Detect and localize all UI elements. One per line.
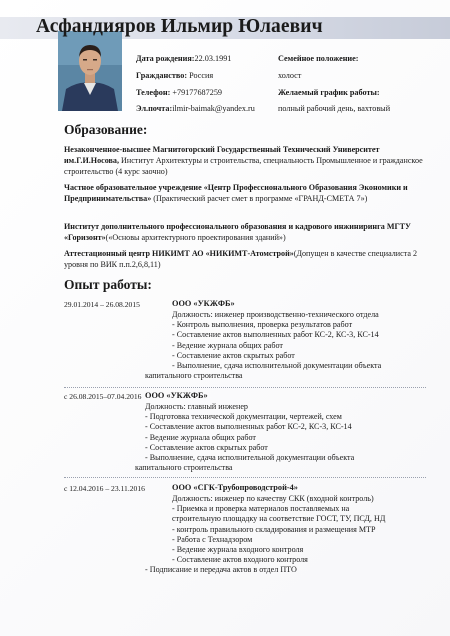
job-duty: строительную площадку на соответствие ГОСТ, ТУ, ПСД, НД [172, 514, 386, 524]
birth-date-value: 22.03.1991 [194, 54, 232, 63]
job-duty: - Контроль выполнения, проверка результатов работ [172, 320, 353, 330]
job-duty: - Работа с Технадзором [172, 534, 253, 544]
citizenship-row [136, 71, 213, 80]
job-company: ООО «УКЖФБ» [172, 299, 235, 308]
family-status-row [278, 54, 359, 63]
job-period: с 26.08.2015–07.04.2016 [64, 392, 142, 401]
job-duty: - Ведение журнала общих работ [145, 432, 256, 442]
job-duty: - Подписание и передача актов в отдел ПТО [145, 565, 297, 575]
education-item [64, 144, 426, 178]
job-duty: - Составление актов выполненных работ КС-2, КС-3, КС-14 [145, 422, 352, 432]
email-row [136, 104, 255, 113]
schedule-row [278, 88, 380, 97]
citizenship-label: Гражданство: [136, 71, 188, 80]
schedule-value-row [278, 104, 390, 113]
education-item-institution: Институт дополнительного профессионального образования и кадрового инжиниринга МГТУ «Горизонт» [64, 222, 411, 243]
job-duty: - контроль правильного складирования и размещения МТР [172, 524, 376, 534]
family-status-label: Семейное положение: [278, 54, 359, 63]
email-label: Эл.почта: [136, 104, 173, 113]
job-company: ООО «УКЖФБ» [145, 391, 208, 400]
job-position: Должность: главный инженер [145, 402, 248, 411]
job-duty: - Ведение журнала входного контроля [172, 545, 304, 555]
divider [64, 387, 426, 388]
experience-heading: Опыт работы: [64, 277, 152, 292]
candidate-name: Асфандияров Ильмир Юлаевич [36, 16, 323, 37]
job-duty: - Составление актов скрытых работ [145, 442, 268, 452]
job-duty: капитального строительства [135, 463, 233, 473]
phone-row [136, 88, 222, 97]
phone-label: Телефон: [136, 88, 171, 97]
education-item-details: (Практический расчет смет в программе «ГРАНД-СМЕТА 7») [151, 194, 368, 204]
citizenship-value: Россия [189, 71, 214, 80]
job-duty: - Подготовка технической документации, чертежей, схем [145, 412, 342, 422]
job-duty: - Составление актов входного контроля [172, 555, 308, 565]
birth-date-row [136, 54, 231, 63]
job-duty: - Приемка и проверка материалов поставляемых на [172, 504, 350, 514]
phone-value: +79177687259 [172, 88, 223, 97]
job-duty: - Выполнение, сдача исполнительной документации объекта [145, 453, 355, 463]
education-item [64, 221, 426, 243]
schedule-label: Желаемый график работы: [278, 88, 380, 97]
education-item-institution: Аттестационный центр НИКИМТ АО «НИКИМТ-Атомстрой» [64, 249, 294, 258]
birth-date-label: Дата рождения: [136, 54, 195, 63]
job-period: с 12.04.2016 – 23.11.2016 [64, 484, 145, 493]
job-position: Должность: инженер производственно-технического отдела [172, 310, 379, 319]
family-status-value: холост [278, 71, 302, 80]
job-duty: - Составление актов скрытых работ [172, 350, 295, 360]
education-item [64, 182, 426, 204]
divider [64, 477, 426, 478]
job-duty: - Ведение журнала общих работ [172, 340, 283, 350]
education-item [64, 248, 426, 270]
profile-photo [58, 31, 122, 111]
job-description [145, 494, 435, 576]
job-duty: капитального строительства [145, 371, 243, 381]
job-duty: - Составление актов выполненных работ КС-2, КС-3, КС-14 [172, 330, 379, 340]
job-duty: - Выполнение, сдача исполнительной документации объекта [172, 361, 382, 371]
education-heading: Образование: [64, 122, 148, 137]
education-item-details: (Допущен в качестве специалиста 2 уровня по ВИК п.п.2,6,8,11) [64, 249, 418, 270]
job-company: ООО «СГК-Трубопроводстрой-4» [172, 483, 298, 492]
education-item-details: («Основы архитектурного проектирования зданий») [105, 233, 286, 243]
job-description [145, 310, 435, 381]
education-item-details: Институт Архитектуры и строительства, специальность Промышленное и гражданское строительство (4 курс заочно) [64, 156, 423, 177]
job-description [135, 402, 425, 473]
family-status-value-row [278, 71, 301, 80]
schedule-value: полный рабочий день, вахтовый [278, 104, 391, 113]
education-item-institution: Незаконченное-высшее Магнитогорский Государственный Технический Университет им.Г.И.Носова, [64, 145, 380, 166]
education-item-institution: Частное образовательное учреждение «Центр Профессионального Образования Экономики и Предпринимательства» [64, 183, 408, 204]
job-period: 29.01.2014 – 26.08.2015 [64, 300, 140, 309]
email-value[interactable]: ilmir-baimak@yandex.ru [172, 104, 255, 113]
job-position: Должность: инженер по качеству СКК (входной контроль) [172, 494, 374, 503]
